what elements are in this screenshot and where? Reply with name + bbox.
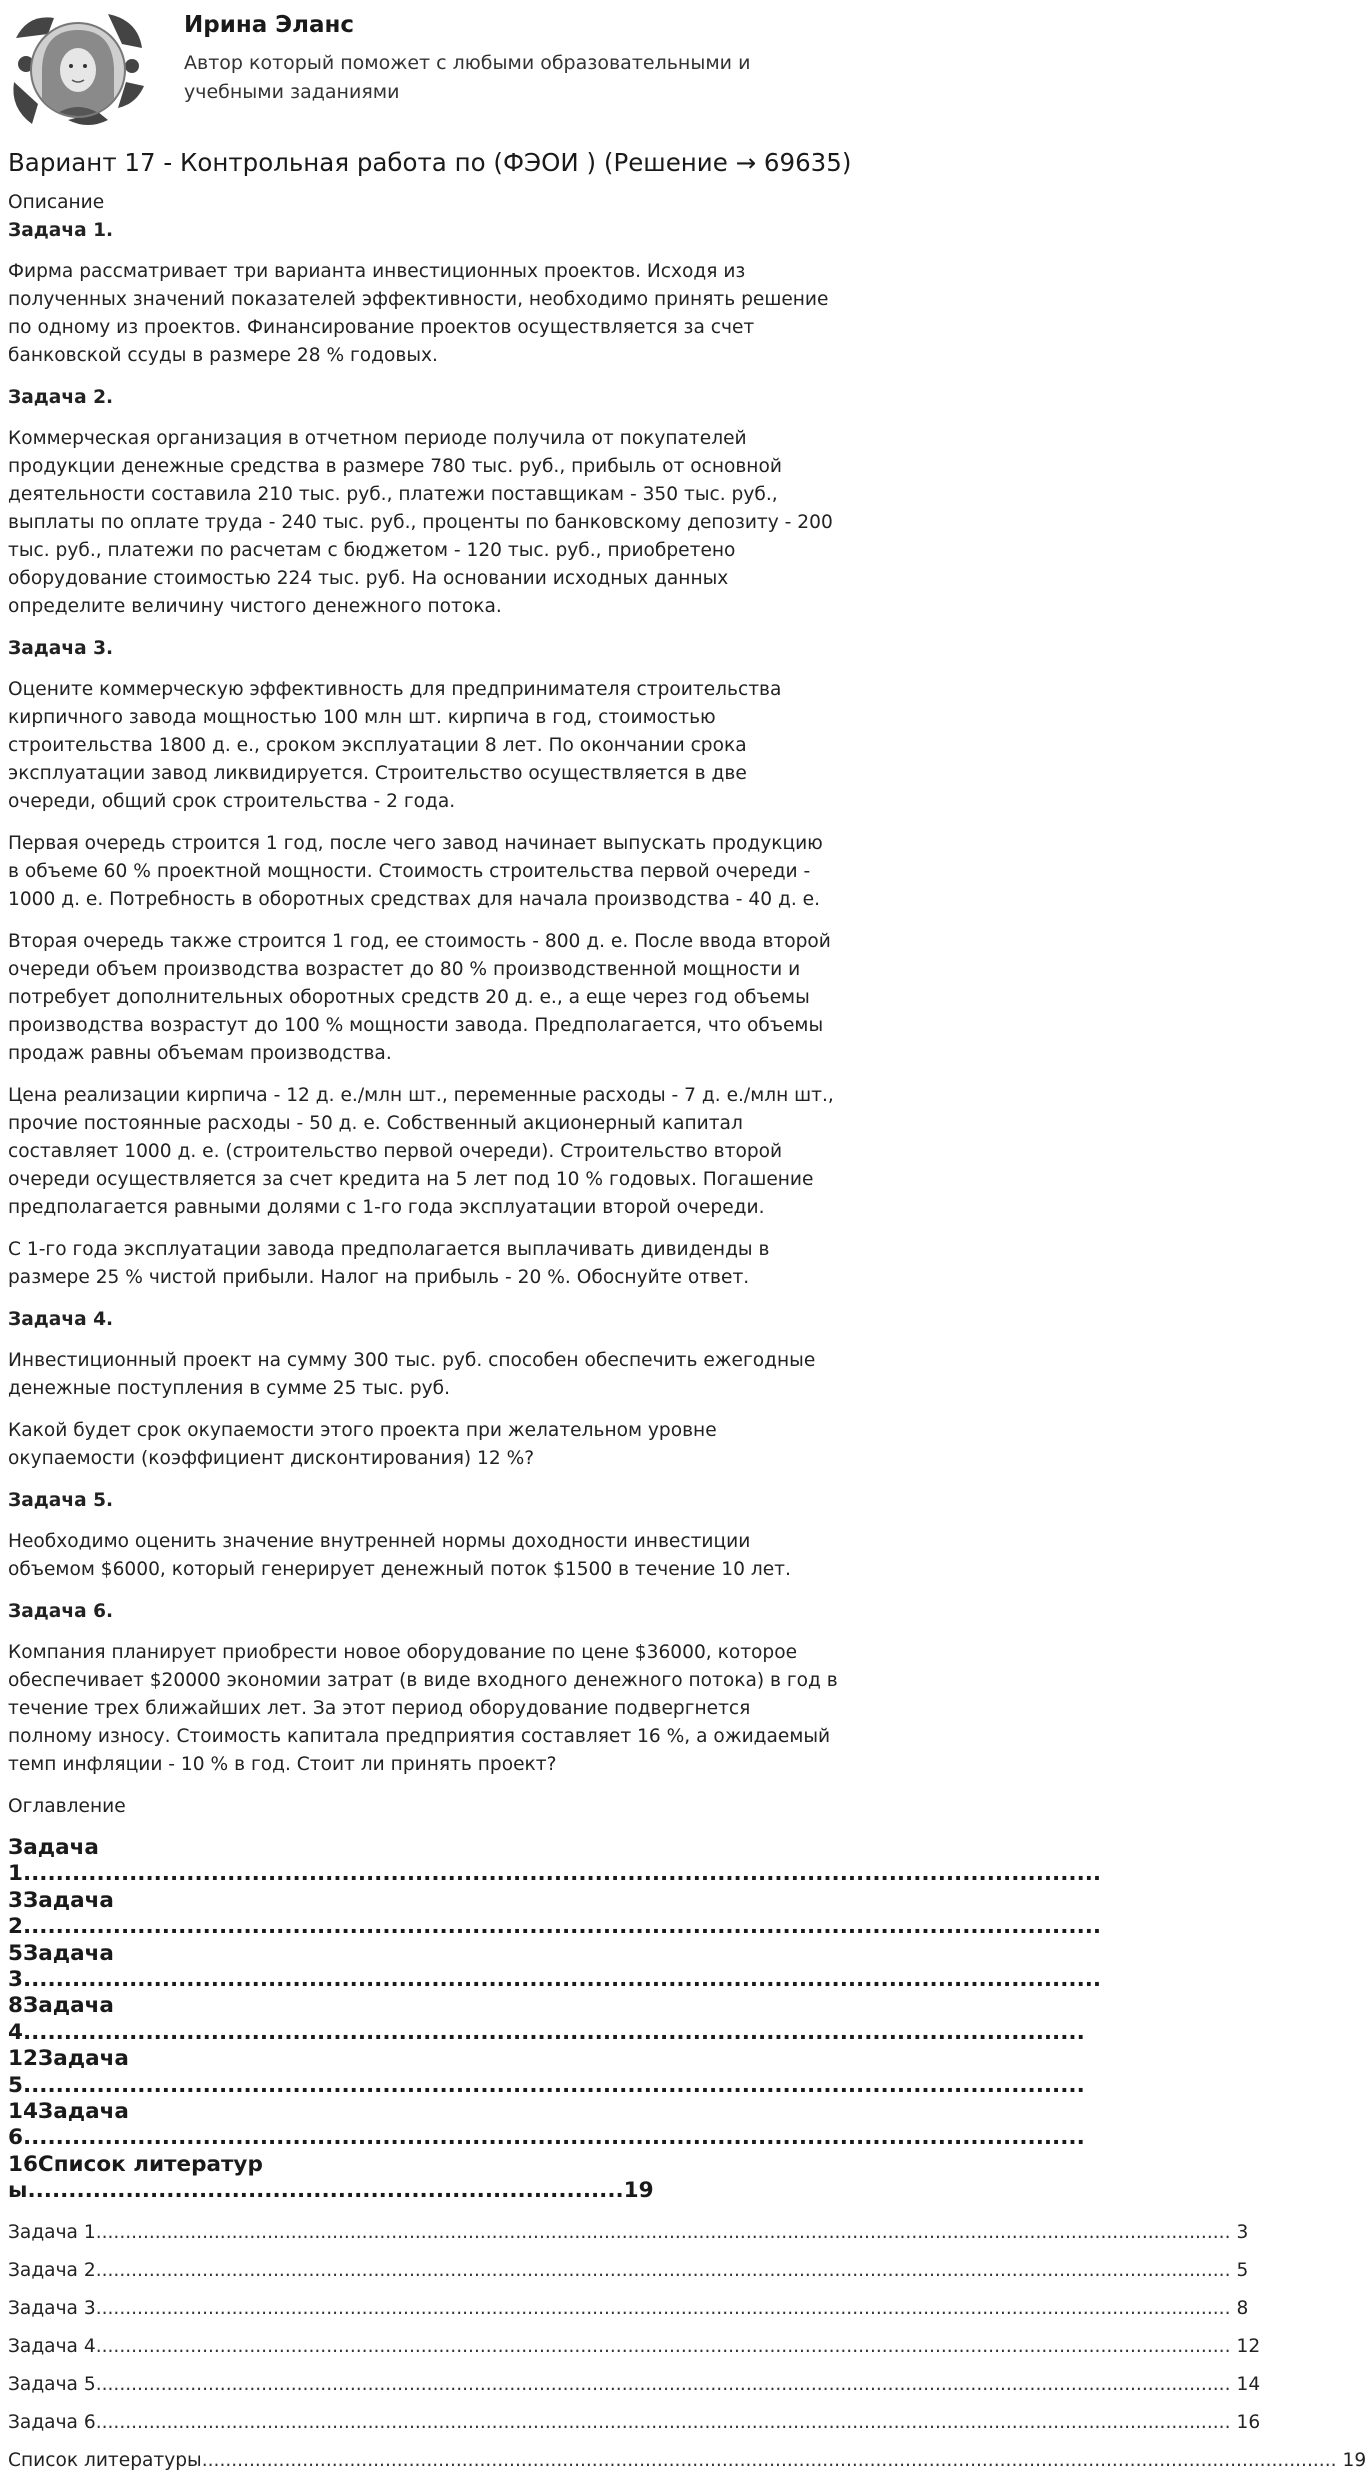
task-heading: Задача 2.: [8, 387, 114, 408]
toc-item-page: 14: [1236, 2373, 1261, 2395]
toc-item-title: Задача 6: [8, 2411, 96, 2433]
description-section: [8, 189, 1366, 2485]
task-heading: Задача 5.: [8, 1490, 114, 1511]
toc-leader: [96, 2333, 1231, 2361]
task-heading: Задача 6.: [8, 1601, 114, 1622]
toc-item-title: Список литературы: [8, 2449, 202, 2471]
task-paragraph: Компания планирует приобрести новое оборудование по цене $36000, которое обеспечивает $20000 экономии затрат (в виде входного денежного потока) в год в течение трех ближайших лет. За этот период оборудование подвергнется полному износу. Стоимость капитала предприятия составляет 16 %, а ожидаемый темп инфляции - 10 % в год. Стоит ли принять проект?: [8, 1642, 838, 1775]
toc-item[interactable]: [8, 2257, 1249, 2295]
author-name[interactable]: Ирина Эланс: [184, 12, 355, 38]
toc-leader: [96, 2295, 1231, 2323]
toc-item[interactable]: [8, 2409, 1261, 2447]
toc-item-page: 3: [1236, 2221, 1249, 2243]
toc-item[interactable]: [8, 2219, 1249, 2257]
toc-item-page: 5: [1236, 2259, 1249, 2281]
toc-leader: [96, 2409, 1231, 2437]
toc-item-title: Задача 1: [8, 2221, 96, 2243]
task-paragraph: Коммерческая организация в отчетном периоде получила от покупателей продукции денежные средства в размере 780 тыс. руб., прибыль от основной деятельности составила 210 тыс. руб., платежи поставщикам - 350 тыс. руб., выплаты по оплате труда - 240 тыс. руб., проценты по банковскому депозиту - 200 тыс. руб., платежи по расчетам с бюджетом - 120 тыс. руб., приобретено оборудование стоимостью 224 тыс. руб. На основании исходных данных определите величину чистого денежного потока.: [8, 428, 833, 617]
toc-item-page: 12: [1236, 2335, 1261, 2357]
task-paragraph: Фирма рассматривает три варианта инвестиционных проектов. Исходя из полученных значений показателей эффективности, необходимо принять решение по одному из проектов. Финансирование проектов осуществляется за счет банковской ссуды в размере 28 % годовых.: [8, 261, 829, 366]
toc-leader: [96, 2371, 1231, 2399]
page-title: Вариант 17 - Контрольная работа по (ФЭОИ ) (Решение → 69635): [8, 148, 852, 177]
toc-item-title: Задача 2: [8, 2259, 96, 2281]
toc-item[interactable]: [8, 2447, 1366, 2485]
toc-label: Оглавление: [8, 1796, 126, 1817]
toc-item[interactable]: [8, 2295, 1249, 2333]
task-paragraph: Необходимо оценить значение внутренней нормы доходности инвестиции объемом $6000, который генерирует денежный поток $1500 в течение 10 лет.: [8, 1531, 791, 1580]
toc-item-page: 16: [1236, 2411, 1261, 2433]
toc-item-page: 8: [1236, 2297, 1249, 2319]
toc-item[interactable]: [8, 2371, 1261, 2409]
task-paragraph: Первая очередь строится 1 год, после чего завод начинает выпускать продукцию в объеме 60 % проектной мощности. Стоимость строительства первой очереди - 1000 д. е. Потребность в оборотных средствах для начала производства - 40 д. е.: [8, 833, 823, 910]
task-paragraph: Оцените коммерческую эффективность для предпринимателя строительства кирпичного завода мощностью 100 млн шт. кирпича в год, стоимостью строительства 1800 д. е., сроком эксплуатации 8 лет. По окончании срока эксплуатации завод ликвидируется. Строительство осуществляется в две очереди, общий срок строительства - 2 года.: [8, 679, 782, 812]
task-paragraph: Цена реализации кирпича - 12 д. е./млн шт., переменные расходы - 7 д. е./млн шт., прочие постоянные расходы - 50 д. е. Собственный акционерный капитал составляет 1000 д. е. (строительство первой очереди). Строительство второй очереди осуществляется за счет кредита на 5 лет под 10 % годовых. Погашение предполагается равными долями с 1-го года эксплуатации второй очереди.: [8, 1085, 834, 1218]
task-paragraph: С 1-го года эксплуатации завода предполагается выплачивать дивиденды в размере 25 % чистой прибыли. Налог на прибыль - 20 %. Обоснуйте ответ.: [8, 1239, 770, 1288]
task-paragraph: Какой будет срок окупаемости этого проекта при желательном уровне окупаемости (коэффициент дисконтирования) 12 %?: [8, 1420, 717, 1469]
toc-item[interactable]: [8, 2333, 1261, 2371]
toc-leader: [96, 2257, 1231, 2285]
toc-item-title: Задача 4: [8, 2335, 96, 2357]
author-card: [0, 0, 847, 140]
description-label: Описание: [8, 192, 105, 213]
task-paragraph: Вторая очередь также строится 1 год, ее стоимость - 800 д. е. После ввода второй очереди объем производства возрастет до 80 % производственной мощности и потребует дополнительных оборотных средств 20 д. е., а еще через год объемы производства возрастут до 100 % мощности завода. Предполагается, что объемы продаж равны объемам производства.: [8, 931, 831, 1064]
author-description: Автор который поможет с любыми образовательными и учебными заданиями: [184, 52, 751, 103]
table-of-contents: [8, 2219, 1366, 2485]
toc-item-title: Задача 5: [8, 2373, 96, 2395]
toc-leader: [202, 2447, 1337, 2475]
author-avatar[interactable]: [8, 8, 148, 128]
toc-bold-block: Задача 1....................................................................................................................................3Задача 2....................................................................................................................................5Задача 3....................................................................................................................................8Задача 4..................................................................................................................................12Задача 5..................................................................................................................................14Задача 6..................................................................................................................................16Список литературы.........................................................................19: [8, 1835, 1102, 2204]
task-heading: Задача 4.: [8, 1309, 114, 1330]
toc-item-title: Задача 3: [8, 2297, 96, 2319]
task-paragraph: Инвестиционный проект на сумму 300 тыс. руб. способен обеспечить ежегодные денежные поступления в сумме 25 тыс. руб.: [8, 1350, 816, 1399]
task-heading: Задача 3.: [8, 638, 114, 659]
toc-item-page: 19: [1342, 2449, 1366, 2471]
toc-leader: [96, 2219, 1231, 2247]
task-heading: Задача 1.: [8, 220, 114, 241]
